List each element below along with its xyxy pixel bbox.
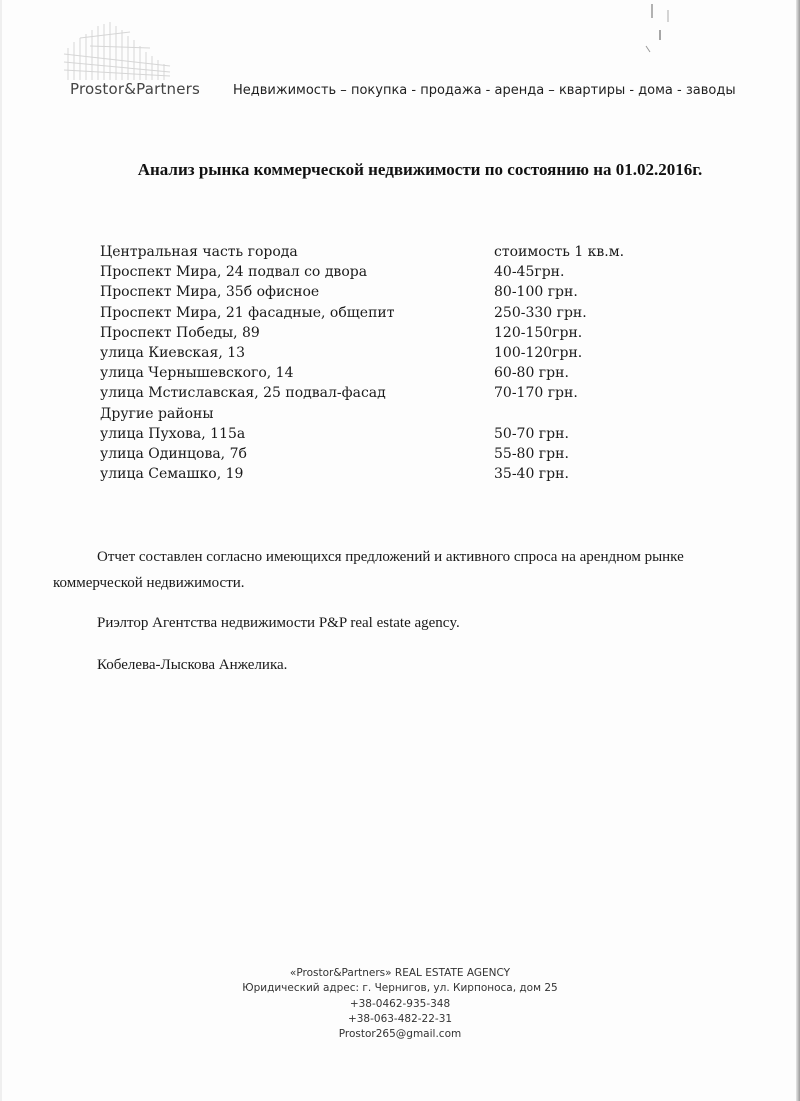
address-label: улица Чернышевского, 14: [100, 365, 294, 382]
scan-noise-marks: [640, 0, 680, 60]
address-label: Проспект Мира, 35б офисное: [100, 284, 320, 301]
address-label: Центральная часть города: [100, 244, 298, 260]
price-label: 80-100 грн.: [494, 284, 578, 301]
list-item: [100, 343, 660, 363]
price-label: 250-330 грн.: [494, 304, 587, 321]
footer-agency: «Prostor&Partners» REAL ESTATE AGENCY: [289, 967, 511, 979]
list-item: [100, 303, 660, 323]
realtor-line: Риэлтор Агентства недвижимости P&P real estate agency.: [97, 615, 460, 631]
address-label: улица Мстиславская, 25 подвал-фасад: [100, 385, 386, 402]
footer-contacts: [0, 966, 800, 1042]
list-item: [100, 404, 660, 424]
footer-address: Юридический адрес: г. Чернигов, ул. Кирпоноса, дом 25: [242, 982, 558, 995]
footer-phone-2: +38-063-482-22-31: [347, 1012, 453, 1025]
address-label: Проспект Мира, 21 фасадные, общепит: [100, 304, 395, 321]
header-tagline: Недвижимость – покупка - продажа - аренда – квартиры - дома - заводы: [233, 83, 736, 98]
list-item: [100, 464, 660, 484]
list-item: [100, 363, 660, 383]
list-item: [100, 424, 660, 444]
price-label: 60-80 грн.: [494, 365, 569, 382]
footer-email: Prostor265@gmail.com: [338, 1028, 462, 1041]
report-note-line-2: коммерческой недвижимости.: [53, 575, 245, 591]
address-label: Проспект Победы, 89: [100, 324, 260, 341]
address-label: Проспект Мира, 24 подвал со двора: [100, 264, 368, 281]
logo-text: Prostor&Partners: [70, 80, 201, 98]
price-label: 55-80 грн.: [494, 445, 569, 462]
footer-phone-1: +38-0462-935-348: [349, 997, 451, 1010]
list-item: [100, 323, 660, 343]
address-label: улица Киевская, 13: [100, 344, 246, 361]
price-label: 70-170 грн.: [494, 385, 578, 402]
price-listing: [100, 242, 660, 484]
address-label: улица Семашко, 19: [100, 466, 244, 483]
price-label: стоимость 1 кв.м.: [494, 244, 625, 260]
author-name: Кобелева-Лыскова Анжелика.: [97, 657, 288, 673]
price-label: 35-40 грн.: [494, 466, 569, 483]
list-item: [100, 262, 660, 282]
list-item: [100, 242, 660, 262]
price-label: 40-45грн.: [494, 264, 565, 281]
price-label: 120-150грн.: [494, 324, 583, 341]
address-label: улица Пухова, 115а: [100, 425, 246, 442]
address-label: Другие районы: [100, 405, 214, 422]
price-label: 50-70 грн.: [494, 425, 569, 442]
report-note-line-1: Отчет составлен согласно имеющихся предложений и активного спроса на арендном рынке: [97, 549, 684, 565]
list-item: [100, 444, 660, 464]
document-title: Анализ рынка коммерческой недвижимости по состоянию на 01.02.2016г.: [137, 160, 703, 179]
logo-buildings-icon: [60, 18, 230, 84]
price-label: 100-120грн.: [494, 344, 583, 361]
list-item: [100, 383, 660, 403]
address-label: улица Одинцова, 7б: [100, 445, 247, 462]
list-item: [100, 282, 660, 302]
